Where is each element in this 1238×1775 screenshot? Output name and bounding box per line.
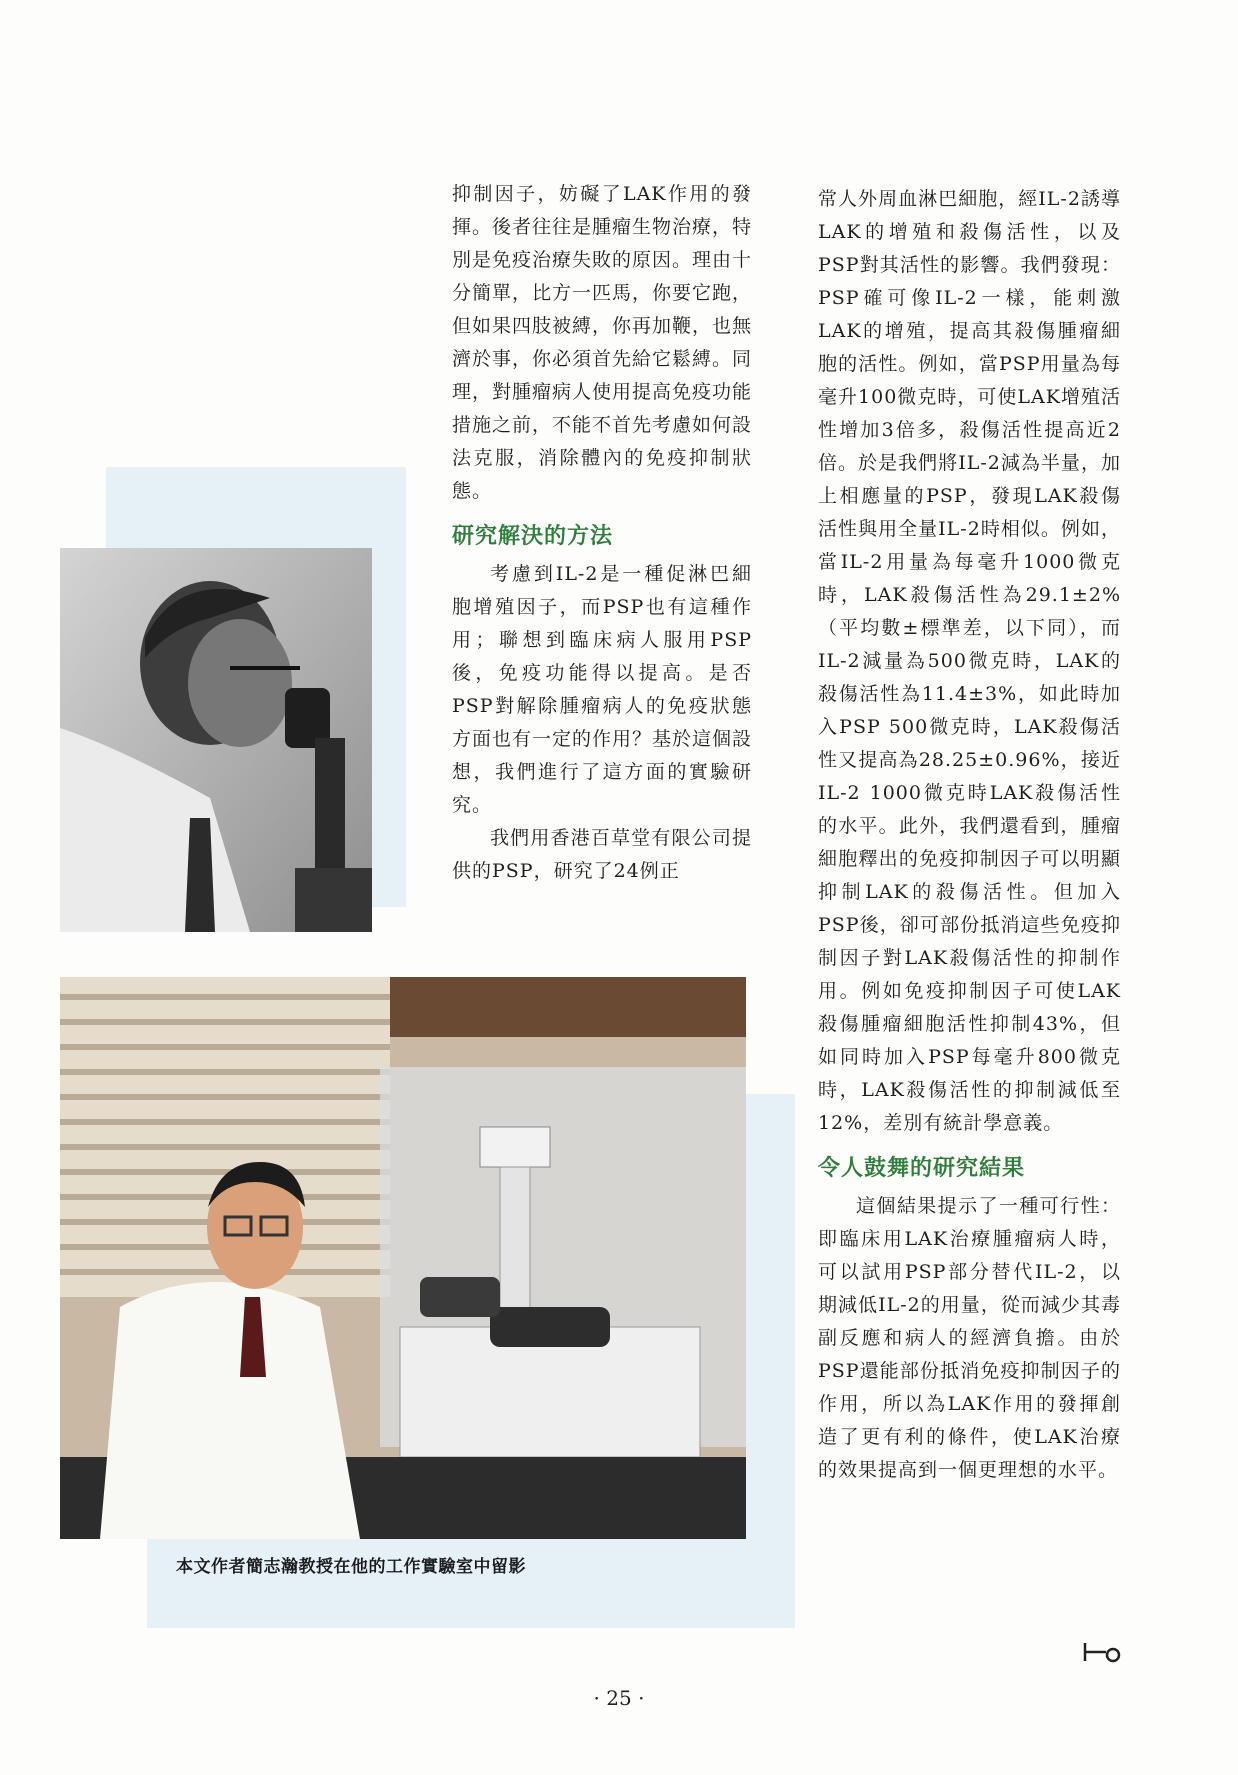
publication-logo [1082,1640,1122,1664]
section-heading: 研究解決的方法 [452,524,614,549]
article-column-middle [452,178,752,888]
paragraph: 我們用香港百草堂有限公司提供的PSP，研究了24例正 [452,827,752,882]
microscope-photo [60,548,372,932]
section-heading: 令人鼓舞的研究結果 [818,1156,1026,1181]
paragraph: 考慮到IL-2是一種促淋巴細胞增殖因子，而PSP也有這種作用；聯想到臨床病人服用PSP後，免疫功能得以提高。是否PSP對解除腫瘤病人的免疫狀態方面也有一定的作用？基於這個設想，我們進行了這方面的實驗研究。 [452,563,753,816]
paragraph: 抑制因子，妨礙了LAK作用的發揮。後者往往是腫瘤生物治療，特別是免疫治療失敗的原因。理由十分簡單，比方一匹馬，你要它跑，但如果四肢被縛，你再加鞭，也無濟於事，你必須首先給它鬆縛。同理，對腫瘤病人使用提高免疫功能措施之前，不能不首先考慮如何設法克服，消除體內的免疫抑制狀態。 [452,183,753,502]
photo-caption: 本文作者簡志瀚教授在他的工作實驗室中留影 [176,1557,526,1577]
article-column-right [818,183,1121,1487]
lab-photo [60,977,746,1539]
paragraph: 常人外周血淋巴細胞，經IL-2誘導LAK的增殖和殺傷活性，以及PSP對其活性的影響。我們發現：PSP確可像IL-2一樣，能刺激LAK的增殖，提高其殺傷腫瘤細胞的活性。例如，當PSP用量為每毫升100微克時，可使LAK增殖活性增加3倍多，殺傷活性提高近2倍。於是我們將IL-2減為半量，加上相應量的PSP，發現LAK殺傷活性與用全量IL-2時相似。例如，當IL-2用量為每毫升1000微克時，LAK殺傷活性為29.1±2%（平均數±標準差，以下同），而IL-2減量為500微克時，LAK的殺傷活性為11.4±3%，如此時加入PSP 500微克時，LAK殺傷活性又提高為28.25±0.96%，接近IL-2 1000微克時LAK殺傷活性的水平。此外，我們還看到，腫瘤細胞釋出的免疫抑制因子可以明顯抑制LAK的殺傷活性。但加入PSP後，卻可部份抵消這些免疫抑制因子對LAK殺傷活性的抑制作用。例如免疫抑制因子可使LAK殺傷腫瘤細胞活性抑制43%，但如同時加入PSP每毫升800微克時，LAK殺傷活性的抑制減低至12%，差別有統計學意義。 [818,188,1121,1134]
page-number: · 25 · [593,1686,645,1710]
paragraph: 這個結果提示了一種可行性：即臨床用LAK治療腫瘤病人時，可以試用PSP部分替代IL-2，以期減低IL-2的用量，從而減少其毒副反應和病人的經濟負擔。由於PSP還能部份抵消免疫抑制因子的作用，所以為LAK作用的發揮創造了更有利的條件，使LAK治療的效果提高到一個更理想的水平。 [818,1195,1121,1481]
